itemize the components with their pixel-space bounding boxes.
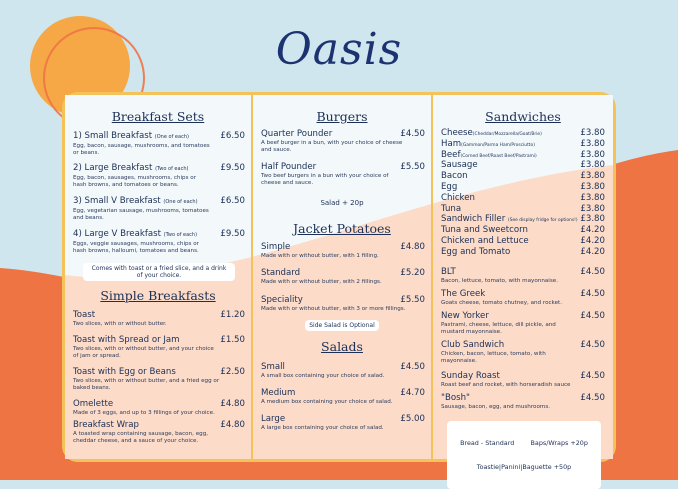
- menu-item: Sunday Roast £4.50 Roast beef and rocket, with horseradish sauce: [441, 371, 605, 388]
- simple-sandwich-list: [441, 128, 611, 258]
- breakfast-note: Comes with toast or a fried slice, and a drink of your choice.: [83, 263, 235, 281]
- salads-heading: Salads: [321, 339, 363, 354]
- list-item: Chicken and Lettuce £4.20: [441, 235, 605, 246]
- menu-item: 3) Small V Breakfast (One of each) £6.50 Egg, vegetarian sausage, mushrooms, tomatoes and beans.: [73, 196, 245, 221]
- menu-item: 2) Large Breakfast (Two of each) £9.50 Egg, bacon, sausages, mushrooms, chips or hash browns, and tomatoes or beans.: [73, 163, 245, 188]
- menu-item: Small £4.50 A small box containing your choice of salad.: [261, 362, 425, 379]
- column-burgers-potatoes-salads: [251, 95, 431, 459]
- menu-item: BLT £4.50 Bacon, lettuce, tomato, with mayonnaise.: [441, 267, 605, 284]
- menu-item: Toast with Spread or Jam £1.50 Two slices, with or without butter, and your choice of jam or spread.: [73, 335, 245, 359]
- list-item: Cheese(Cheddar/Mozzarella/Goat/Brie) £3.80: [441, 128, 605, 138]
- list-item: Tuna and Sweetcorn £4.20: [441, 225, 605, 236]
- sandwiches-heading: Sandwiches: [485, 109, 561, 124]
- menu-item: Club Sandwich £4.50 Chicken, bacon, lettuce, tomato, with mayonnaise.: [441, 340, 605, 364]
- side-salad-note: Side Salad is Optional: [305, 320, 379, 331]
- simple-breakfasts-heading: Simple Breakfasts: [100, 288, 216, 303]
- menu-item: Speciality £5.50 Made with or without butter, with 3 or more fillings.: [261, 295, 425, 312]
- list-item: Sausage £3.80: [441, 160, 605, 171]
- list-item: Beef(Corned Beef/Roast Beef/Pastrami) £3.80: [441, 149, 605, 160]
- bread-options-note: Bread - Standard Baps/Wraps +20p Toastie|Panini|Baguette +50p: [447, 421, 601, 489]
- menu-title: Oasis: [275, 24, 403, 75]
- breakfast-sets-heading: Breakfast Sets: [111, 109, 205, 124]
- menu-item: Quarter Pounder £4.50 A beef burger in a bun, with your choice of cheese and sauce.: [261, 129, 425, 153]
- menu-item: Toast with Egg or Beans £2.50 Two slices, with or without butter, and a fried egg or baked beans.: [73, 367, 245, 391]
- column-breakfast: [65, 95, 251, 459]
- menu-item: Breakfast Wrap £4.80 A toasted wrap containing sausage, bacon, egg, cheddar cheese, and a sauce of your choice.: [73, 420, 245, 444]
- list-item: Ham(Gammon/Parma Ham/Prosciutto) £3.80: [441, 138, 605, 149]
- column-sandwiches: [431, 95, 613, 471]
- burger-salad-note: Salad + 20p: [320, 199, 364, 207]
- menu-item: Standard £5.20 Made with or without butter, with 2 fillings.: [261, 268, 425, 285]
- menu-item: Toast £1.20 Two slices, with or without butter.: [73, 310, 245, 327]
- burgers-heading: Burgers: [316, 109, 368, 124]
- list-item: Egg £3.80: [441, 181, 605, 192]
- menu-item: "Bosh" £4.50 Sausage, bacon, egg, and mushrooms.: [441, 393, 605, 410]
- menu-item: Omelette £4.80 Made of 3 eggs, and up to 3 fillings of your choice.: [73, 399, 245, 416]
- list-item: Sandwich Filler (See display fridge for options!) £3.80: [441, 214, 605, 225]
- menu-panel: [62, 92, 616, 471]
- menu-item: Simple £4.80 Made with or without butter, with 1 filling.: [261, 242, 425, 259]
- list-item: Bacon £3.80: [441, 171, 605, 182]
- menu-item: New Yorker £4.50 Pastrami, cheese, lettuce, dill pickle, and mustard mayonnaise.: [441, 311, 605, 335]
- menu-item: 1) Small Breakfast (One of each) £6.50 Egg, bacon, sausage, mushrooms, and tomatoes or beans.: [73, 131, 245, 156]
- menu-item: Half Pounder £5.50 Two beef burgers in a bun with your choice of cheese and sauce.: [261, 162, 425, 186]
- menu-item: Medium £4.70 A medium box containing your choice of salad.: [261, 388, 425, 405]
- list-item: Egg and Tomato £4.20: [441, 246, 605, 257]
- list-item: Chicken £3.80: [441, 192, 605, 203]
- menu-item: 4) Large V Breakfast (Two of each) £9.50 Eggs, veggie sausages, mushrooms, chips or hash browns, halloumi, tomatoes and beans.: [73, 229, 245, 254]
- menu-item: Large £5.00 A large box containing your choice of salad.: [261, 414, 425, 431]
- jacket-potatoes-heading: Jacket Potatoes: [293, 221, 391, 236]
- menu-item: The Greek £4.50 Goats cheese, tomato chutney, and rocket.: [441, 289, 605, 306]
- list-item: Tuna £3.80: [441, 203, 605, 214]
